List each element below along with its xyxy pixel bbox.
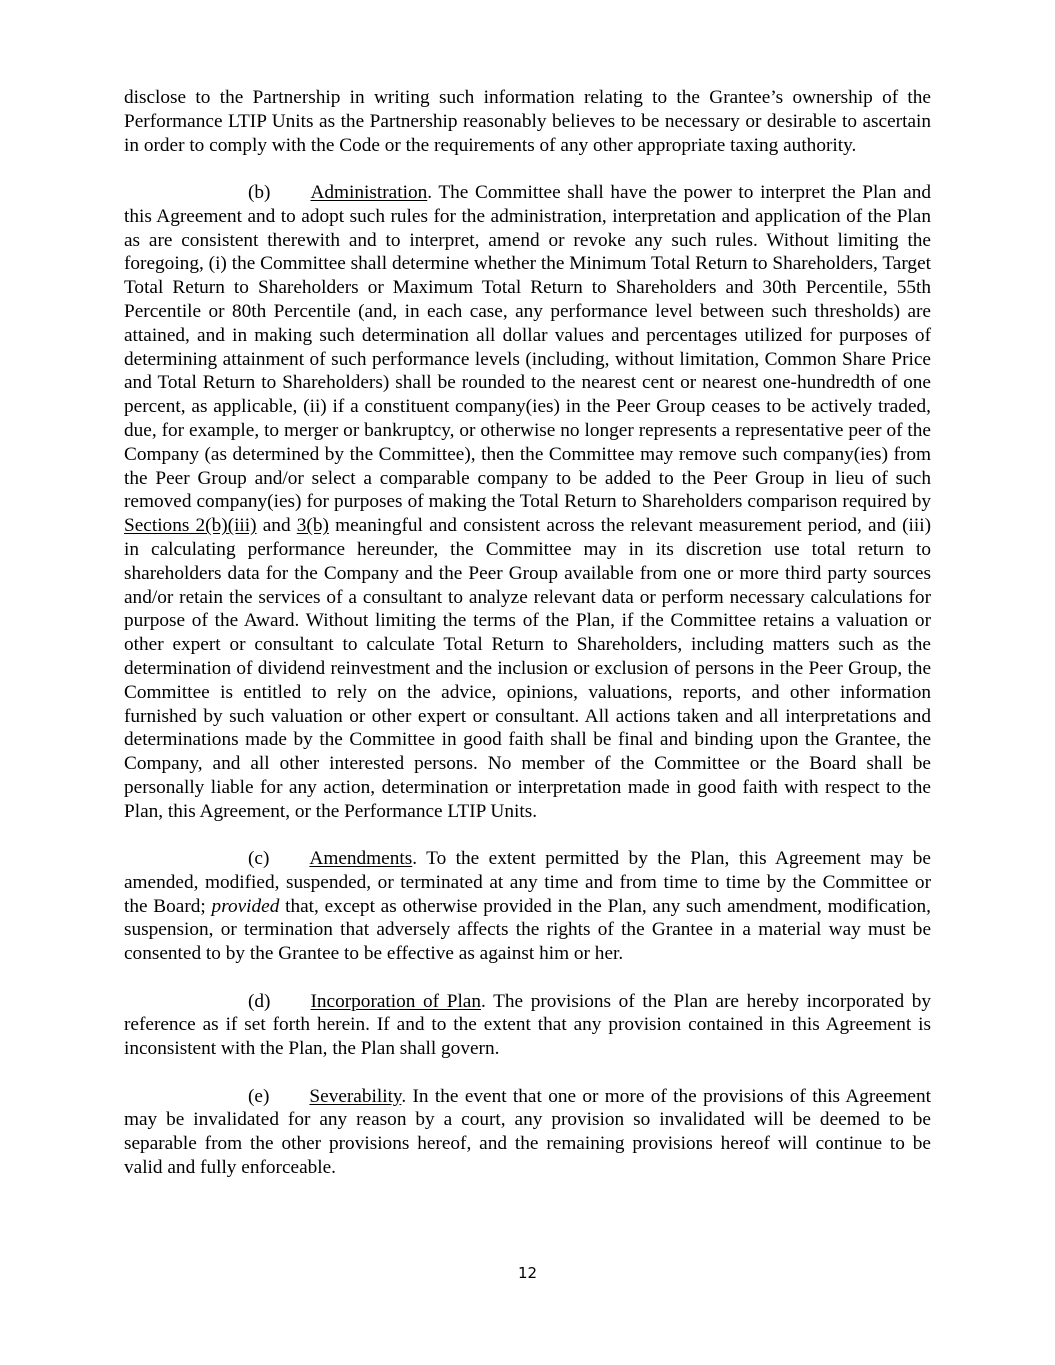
- section-e-paragraph: [124, 1085, 931, 1180]
- section-b-text-3: meaningful and consistent across the relevant measurement period, and (iii) in calculating performance hereunder, the Committee may in its discretion use total return to shareholders data for the Company and the Peer Group available from one or more third party sources and/or retain the services of a consultant to analyze relevant data or perform necessary calculations for purpose of the Award. Without limiting the terms of the Plan, if the Committee retains a valuation or other expert or consultant to calculate Total Return to Shareholders, including matters such as the determination of dividend reinvestment and the inclusion or exclusion of persons in the Peer Group, the Committee is entitled to rely on the advice, opinions, valuations, reports, and other information furnished by such valuation or other expert or consultant. All actions taken and all interpretations and determinations made by the Committee in good faith shall be final and binding upon the Grantee, the Company, and all other interested persons. No member of the Committee or the Board shall be personally liable for any action, determination or interpretation made in good faith with respect to the Plan, this Agreement, or the Performance LTIP Units.: [124, 515, 931, 822]
- section-c-italic-provided: provided: [211, 895, 280, 917]
- page-number: 12: [517, 1264, 538, 1282]
- document-page: [124, 86, 931, 1203]
- section-b-ref-3b: 3(b): [296, 515, 329, 537]
- section-d-heading: Incorporation of Plan: [310, 990, 482, 1012]
- section-c-text-2: that, except as otherwise provided in the Plan, any such amendment, modification, suspension, or termination that adversely affects the rights of the Grantee in a material way must be consented to by the Grantee to be effective as against him or her.: [124, 895, 931, 965]
- section-e-text-1: . In the event that one or more of the provisions of this Agreement may be invalidated for any reason by a court, any provision so invalidated will be deemed to be separable from the other provisions hereof, and the remaining provisions hereof will continue to be valid and fully enforceable.: [124, 1085, 931, 1179]
- section-c-paragraph: [124, 847, 931, 966]
- section-d-label: (d): [248, 990, 271, 1012]
- section-c-text-1: . To the extent permitted by the Plan, this Agreement may be amended, modified, suspended, or terminated at any time and from time to time by the Committee or the Board;: [124, 848, 931, 917]
- section-b-text-1: . The Committee shall have the power to interpret the Plan and this Agreement and to adopt such rules for the administration, interpretation and application of the Plan as are consistent therewith and to interpret, amend or revoke any such rules. Without limiting the foregoing, (i) the Committee shall determine whether the Minimum Total Return to Shareholders, Target Total Return to Shareholders or Maximum Total Return to Shareholders and 30th Percentile, 55th Percentile or 80th Percentile (and, in each case, any performance level between such thresholds) are attained, and in making such determination all dollar values and percentages utilized for purposes of determining attainment of such performance levels (including, without limitation, Common Share Price and Total Return to Shareholders) shall be rounded to the nearest cent or nearest one-hundredth of one percent, as applicable, (ii) if a constituent company(ies) in the Peer Group ceases to be actively traded, due, for example, to merger or bankruptcy, or otherwise no longer represents a representative peer of the Company (as determined by the Committee), then the Committee may remove such company(ies) from the Peer Group and/or select a comparable company to be added to the Peer Group in lieu of such removed company(ies) for purposes of making the Total Return to Shareholders comparison required by: [124, 181, 931, 513]
- section-e-heading: Severability: [309, 1085, 402, 1107]
- section-b-label: (b): [248, 181, 271, 203]
- section-b-ref-sections-2b-iii: Sections 2(b)(iii): [124, 515, 257, 537]
- section-e-label: (e): [248, 1085, 270, 1107]
- section-b-text-2: and: [256, 515, 297, 537]
- intro-paragraph: [124, 86, 931, 157]
- section-d-paragraph: [124, 990, 931, 1061]
- section-d-text-1: . The provisions of the Plan are hereby incorporated by reference as if set forth herein. If and to the extent that any provision contained in this Agreement is inconsistent with the Plan, the Plan shall govern.: [124, 990, 932, 1060]
- section-b-heading: Administration: [310, 181, 428, 203]
- section-c-label: (c): [248, 848, 270, 870]
- intro-text: disclose to the Partnership in writing such information relating to the Grantee’s ownership of the Performance LTIP Units as the Partnership reasonably believes to be necessary or desirable to ascertain in order to comply with the Code or the requirements of any other appropriate taxing authority.: [124, 87, 931, 156]
- section-c-heading: Amendments: [309, 848, 413, 870]
- section-b-paragraph: [124, 181, 931, 824]
